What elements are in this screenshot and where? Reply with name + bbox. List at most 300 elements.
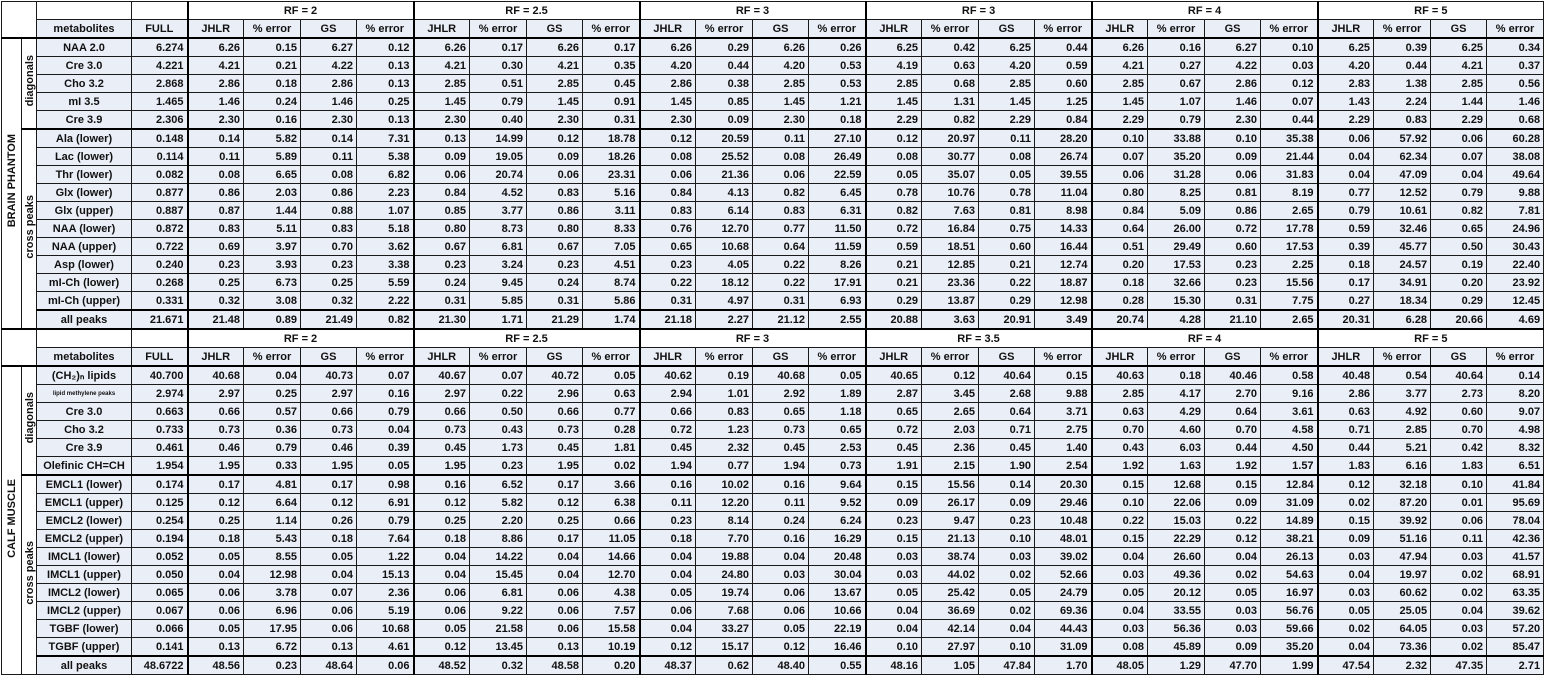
estimate-cell: 0.31	[753, 292, 809, 311]
percent-error-cell: 15.17	[696, 638, 753, 657]
percent-error-header: % error	[583, 348, 640, 367]
percent-error-header: % error	[244, 20, 301, 39]
estimate-cell: 0.64	[979, 403, 1035, 421]
metabolite-name: IMCL1 (lower)	[37, 548, 132, 566]
full-value: 0.114	[132, 148, 188, 166]
percent-error-cell: 23.31	[583, 166, 640, 184]
percent-error-cell: 22.06	[1148, 494, 1205, 512]
estimate-cell: 2.96	[527, 385, 583, 403]
percent-error-cell: 45.77	[1374, 238, 1431, 256]
estimate-cell: 0.84	[640, 184, 696, 202]
percent-error-cell: 0.21	[244, 57, 301, 75]
jhlr-header: JHLR	[1318, 348, 1374, 367]
estimate-cell: 0.70	[301, 238, 357, 256]
percent-error-cell: 24.96	[1487, 220, 1544, 238]
jhlr-header: JHLR	[866, 348, 922, 367]
percent-error-cell: 2.03	[244, 184, 301, 202]
percent-error-cell: 21.13	[922, 530, 979, 548]
percent-error-cell: 38.21	[1261, 530, 1318, 548]
percent-error-cell: 0.25	[244, 385, 301, 403]
full-value: 6.274	[132, 38, 188, 57]
percent-error-cell: 0.66	[583, 512, 640, 530]
estimate-cell: 0.05	[979, 584, 1035, 602]
percent-error-cell: 0.14	[1487, 366, 1544, 385]
percent-error-cell: 25.05	[1374, 602, 1431, 620]
table-row	[2, 584, 1544, 602]
percent-error-cell: 4.61	[357, 638, 414, 657]
table-row	[2, 148, 1544, 166]
percent-error-cell: 0.34	[1487, 38, 1544, 57]
estimate-cell: 0.06	[414, 602, 470, 620]
estimate-cell: 0.05	[979, 166, 1035, 184]
metabolite-name: Cho 3.2	[37, 75, 132, 93]
estimate-cell: 6.25	[979, 38, 1035, 57]
estimate-cell: 2.70	[1205, 385, 1261, 403]
percent-error-cell: 6.65	[244, 166, 301, 184]
percent-error-cell: 9.52	[809, 494, 866, 512]
estimate-cell: 4.20	[1318, 57, 1374, 75]
estimate-cell: 2.30	[188, 111, 244, 130]
estimate-cell: 48.37	[640, 656, 696, 675]
estimate-cell: 0.17	[301, 475, 357, 494]
metabolite-name: Cre 3.9	[37, 439, 132, 457]
percent-error-cell: 2.32	[1374, 656, 1431, 675]
percent-error-cell: 0.17	[470, 38, 527, 57]
estimate-cell: 0.70	[1092, 421, 1148, 439]
estimate-cell: 21.18	[640, 310, 696, 329]
gs-header: GS	[979, 348, 1035, 367]
full-value: 0.877	[132, 184, 188, 202]
full-value: 0.067	[132, 602, 188, 620]
estimate-cell: 0.06	[1205, 166, 1261, 184]
estimate-cell: 2.85	[1092, 385, 1148, 403]
estimate-cell: 1.45	[414, 93, 470, 111]
estimate-cell: 0.17	[527, 530, 583, 548]
estimate-cell: 0.08	[1092, 638, 1148, 657]
percent-error-cell: 0.23	[244, 656, 301, 675]
estimate-cell: 0.60	[1431, 403, 1487, 421]
percent-error-cell: 0.12	[1261, 75, 1318, 93]
percent-error-cell: 47.09	[1374, 166, 1431, 184]
percent-error-cell: 0.12	[357, 38, 414, 57]
percent-error-cell: 0.44	[1035, 38, 1092, 57]
estimate-cell: 0.73	[414, 421, 470, 439]
percent-error-cell: 18.78	[583, 129, 640, 148]
estimate-cell: 1.46	[188, 93, 244, 111]
percent-error-cell: 4.60	[1148, 421, 1205, 439]
percent-error-cell: 2.55	[809, 310, 866, 329]
percent-error-cell: 4.50	[1261, 439, 1318, 457]
percent-error-cell: 6.31	[809, 202, 866, 220]
percent-error-cell: 3.77	[470, 202, 527, 220]
estimate-cell: 0.13	[527, 638, 583, 657]
percent-error-cell: 14.99	[470, 129, 527, 148]
estimate-cell: 0.45	[527, 439, 583, 457]
jhlr-header: JHLR	[1092, 20, 1148, 39]
metabolite-name: IMCL1 (upper)	[37, 566, 132, 584]
rf-header: RF = 2	[188, 2, 414, 20]
estimate-cell: 0.70	[1205, 421, 1261, 439]
full-value: 0.240	[132, 256, 188, 274]
percent-error-cell: 0.77	[696, 457, 753, 476]
percent-error-cell: 4.38	[583, 584, 640, 602]
percent-error-cell: 2.65	[1261, 310, 1318, 329]
percent-error-cell: 25.42	[922, 584, 979, 602]
estimate-cell: 0.07	[1092, 148, 1148, 166]
estimate-cell: 0.24	[414, 274, 470, 292]
estimate-cell: 0.87	[188, 202, 244, 220]
jhlr-header: JHLR	[1092, 348, 1148, 367]
percent-error-cell: 5.11	[244, 220, 301, 238]
estimate-cell: 0.02	[1318, 620, 1374, 638]
percent-error-cell: 10.76	[922, 184, 979, 202]
full-value: 1.465	[132, 93, 188, 111]
estimate-cell: 0.46	[188, 439, 244, 457]
percent-error-cell: 59.66	[1261, 620, 1318, 638]
percent-error-cell: 10.68	[357, 620, 414, 638]
estimate-cell: 0.10	[1092, 494, 1148, 512]
estimate-cell: 0.17	[188, 475, 244, 494]
estimate-cell: 0.72	[866, 220, 922, 238]
estimate-cell: 0.04	[640, 620, 696, 638]
estimate-cell: 2.30	[753, 111, 809, 130]
estimate-cell: 0.63	[1318, 403, 1374, 421]
jhlr-header: JHLR	[640, 20, 696, 39]
percent-error-cell: 3.97	[244, 238, 301, 256]
metabolite-name: NAA 2.0	[37, 38, 132, 57]
estimate-cell: 0.03	[1205, 620, 1261, 638]
percent-error-cell: 6.45	[809, 184, 866, 202]
percent-error-cell: 0.63	[583, 385, 640, 403]
percent-error-cell: 19.88	[696, 548, 753, 566]
estimate-cell: 40.68	[753, 366, 809, 385]
estimate-cell: 2.86	[188, 75, 244, 93]
estimate-cell: 20.31	[1318, 310, 1374, 329]
estimate-cell: 0.04	[1318, 566, 1374, 584]
percent-error-cell: 8.86	[470, 530, 527, 548]
percent-error-cell: 56.76	[1261, 602, 1318, 620]
estimate-cell: 0.23	[866, 512, 922, 530]
percent-error-cell: 36.69	[922, 602, 979, 620]
percent-error-header: % error	[470, 20, 527, 39]
percent-error-header: % error	[470, 348, 527, 367]
percent-error-cell: 1.23	[696, 421, 753, 439]
percent-error-cell: 12.70	[696, 220, 753, 238]
percent-error-cell: 15.03	[1148, 512, 1205, 530]
estimate-cell: 0.29	[1431, 292, 1487, 311]
estimate-cell: 0.05	[640, 584, 696, 602]
estimate-cell: 0.17	[1318, 274, 1374, 292]
estimate-cell: 0.02	[1318, 494, 1374, 512]
estimate-cell: 0.66	[640, 403, 696, 421]
percent-error-cell: 44.02	[922, 566, 979, 584]
estimate-cell: 0.31	[1205, 292, 1261, 311]
estimate-cell: 0.03	[979, 548, 1035, 566]
group-label	[22, 366, 37, 475]
estimate-cell: 0.44	[1205, 439, 1261, 457]
estimate-cell: 0.04	[1431, 602, 1487, 620]
percent-error-cell: 34.91	[1374, 274, 1431, 292]
estimate-cell: 0.22	[753, 274, 809, 292]
estimate-cell: 0.04	[640, 566, 696, 584]
percent-error-cell: 2.22	[357, 292, 414, 311]
percent-error-cell: 5.85	[470, 292, 527, 311]
percent-error-cell: 0.25	[357, 93, 414, 111]
full-value: 0.887	[132, 202, 188, 220]
estimate-cell: 0.06	[1431, 129, 1487, 148]
percent-error-cell: 0.09	[696, 111, 753, 130]
estimate-cell: 1.92	[1092, 457, 1148, 476]
percent-error-cell: 17.53	[1148, 256, 1205, 274]
percent-error-cell: 3.63	[922, 310, 979, 329]
estimate-cell: 40.73	[301, 366, 357, 385]
percent-error-cell: 10.02	[696, 475, 753, 494]
percent-error-cell: 15.56	[922, 475, 979, 494]
estimate-cell: 0.10	[1205, 129, 1261, 148]
estimate-cell: 0.25	[527, 512, 583, 530]
jhlr-header: JHLR	[188, 348, 244, 367]
estimate-cell: 6.26	[527, 38, 583, 57]
percent-error-cell: 15.56	[1261, 274, 1318, 292]
estimate-cell: 6.25	[1318, 38, 1374, 57]
metabolites-header: metabolites	[37, 348, 132, 367]
percent-error-cell: 2.65	[1261, 202, 1318, 220]
estimate-cell: 0.09	[1205, 494, 1261, 512]
estimate-cell: 2.30	[301, 111, 357, 130]
estimate-cell: 1.94	[640, 457, 696, 476]
rf-header: RF = 3	[640, 2, 866, 20]
table-row	[2, 512, 1544, 530]
estimate-cell: 0.03	[1318, 584, 1374, 602]
percent-error-cell: 1.21	[809, 93, 866, 111]
estimate-cell: 21.48	[188, 310, 244, 329]
percent-error-cell: 3.08	[244, 292, 301, 311]
estimate-cell: 0.04	[640, 548, 696, 566]
table-row	[2, 93, 1544, 111]
percent-error-cell: 44.43	[1035, 620, 1092, 638]
percent-error-cell: 5.16	[583, 184, 640, 202]
estimate-cell: 0.12	[527, 494, 583, 512]
estimate-cell: 0.06	[753, 584, 809, 602]
estimate-cell: 0.81	[979, 202, 1035, 220]
percent-error-cell: 0.32	[470, 656, 527, 675]
estimate-cell: 40.63	[1092, 366, 1148, 385]
estimate-cell: 0.73	[527, 421, 583, 439]
percent-error-cell: 69.36	[1035, 602, 1092, 620]
percent-error-cell: 0.03	[1261, 57, 1318, 75]
percent-error-cell: 6.82	[357, 166, 414, 184]
percent-error-cell: 0.68	[922, 75, 979, 93]
group-label-text: cross peaks	[24, 194, 36, 259]
estimate-cell: 0.83	[301, 220, 357, 238]
estimate-cell: 0.09	[866, 494, 922, 512]
percent-error-cell: 20.12	[1148, 584, 1205, 602]
percent-error-cell: 18.26	[583, 148, 640, 166]
estimate-cell: 21.29	[527, 310, 583, 329]
estimate-cell: 0.04	[866, 620, 922, 638]
table-row	[2, 475, 1544, 494]
percent-error-cell: 0.85	[696, 93, 753, 111]
percent-error-cell: 0.18	[809, 111, 866, 130]
estimate-cell: 0.86	[527, 202, 583, 220]
percent-error-cell: 60.28	[1487, 129, 1544, 148]
estimate-cell: 2.94	[640, 385, 696, 403]
percent-error-cell: 35.20	[1261, 638, 1318, 657]
metabolite-name: NAA (lower)	[37, 220, 132, 238]
gs-header: GS	[1205, 20, 1261, 39]
percent-error-cell: 48.01	[1035, 530, 1092, 548]
table-row	[2, 457, 1544, 476]
estimate-cell: 0.04	[301, 566, 357, 584]
estimate-cell: 0.06	[414, 166, 470, 184]
percent-error-cell: 0.98	[357, 475, 414, 494]
percent-error-cell: 0.35	[583, 57, 640, 75]
estimate-cell: 2.30	[1205, 111, 1261, 130]
full-value: 0.461	[132, 439, 188, 457]
estimate-cell: 0.03	[866, 566, 922, 584]
estimate-cell: 0.85	[414, 202, 470, 220]
estimate-cell: 0.18	[188, 530, 244, 548]
rf-header: RF = 3	[866, 2, 1092, 20]
percent-error-cell: 28.20	[1035, 129, 1092, 148]
estimate-cell: 2.29	[1318, 111, 1374, 130]
estimate-cell: 0.05	[866, 584, 922, 602]
estimate-cell: 0.23	[640, 256, 696, 274]
table-row	[2, 366, 1544, 385]
full-value: 0.141	[132, 638, 188, 657]
percent-error-cell: 0.89	[244, 310, 301, 329]
percent-error-cell: 5.38	[357, 148, 414, 166]
percent-error-cell: 0.07	[1261, 93, 1318, 111]
table-row	[2, 602, 1544, 620]
percent-error-cell: 8.73	[470, 220, 527, 238]
estimate-cell: 0.19	[1431, 256, 1487, 274]
percent-error-cell: 0.53	[809, 75, 866, 93]
percent-error-cell: 1.63	[1148, 457, 1205, 476]
percent-error-cell: 6.16	[1374, 457, 1431, 476]
estimate-cell: 0.02	[979, 566, 1035, 584]
estimate-cell: 0.21	[866, 256, 922, 274]
estimate-cell: 0.45	[640, 439, 696, 457]
estimate-cell: 0.06	[301, 602, 357, 620]
estimate-cell: 0.64	[1205, 403, 1261, 421]
percent-error-cell: 1.73	[470, 439, 527, 457]
estimate-cell: 0.03	[1318, 548, 1374, 566]
estimate-cell: 0.24	[753, 512, 809, 530]
percent-error-cell: 23.36	[922, 274, 979, 292]
estimate-cell: 0.64	[1092, 220, 1148, 238]
estimate-cell: 0.11	[753, 129, 809, 148]
estimate-cell: 0.75	[979, 220, 1035, 238]
percent-error-cell: 6.24	[809, 512, 866, 530]
estimate-cell: 0.02	[979, 602, 1035, 620]
percent-error-cell: 35.20	[1148, 148, 1205, 166]
percent-error-cell: 0.54	[1374, 366, 1431, 385]
estimate-cell: 48.16	[866, 656, 922, 675]
percent-error-cell: 1.89	[809, 385, 866, 403]
percent-error-cell: 6.64	[244, 494, 301, 512]
estimate-cell: 0.13	[414, 129, 470, 148]
metabolite-name: Glx (lower)	[37, 184, 132, 202]
percent-error-cell: 0.56	[1487, 75, 1544, 93]
estimate-cell: 20.91	[979, 310, 1035, 329]
percent-error-cell: 0.13	[357, 75, 414, 93]
estimate-cell: 48.52	[414, 656, 470, 675]
estimate-cell: 0.15	[1205, 475, 1261, 494]
percent-error-cell: 33.88	[1148, 129, 1205, 148]
percent-error-cell: 12.45	[1487, 292, 1544, 311]
estimate-cell: 0.03	[1431, 620, 1487, 638]
percent-error-cell: 16.97	[1261, 584, 1318, 602]
percent-error-header: % error	[1035, 348, 1092, 367]
percent-error-cell: 0.07	[357, 366, 414, 385]
percent-error-cell: 0.04	[244, 366, 301, 385]
percent-error-cell: 21.36	[696, 166, 753, 184]
percent-error-cell: 20.59	[696, 129, 753, 148]
percent-error-cell: 8.74	[583, 274, 640, 292]
metabolite-name: Cre 3.0	[37, 57, 132, 75]
estimate-cell: 0.08	[866, 148, 922, 166]
metabolite-name: Cho 3.2	[37, 421, 132, 439]
estimate-cell: 2.73	[1431, 385, 1487, 403]
total-row	[2, 656, 1544, 675]
full-value: 0.663	[132, 403, 188, 421]
percent-error-cell: 18.12	[696, 274, 753, 292]
table-row	[2, 111, 1544, 130]
estimate-cell: 0.28	[1092, 292, 1148, 311]
percent-error-cell: 7.05	[583, 238, 640, 256]
percent-error-cell: 2.24	[1374, 93, 1431, 111]
percent-error-cell: 6.03	[1148, 439, 1205, 457]
estimate-cell: 0.12	[414, 638, 470, 657]
full-value: 0.174	[132, 475, 188, 494]
estimate-cell: 47.84	[979, 656, 1035, 675]
percent-error-cell: 32.18	[1374, 475, 1431, 494]
percent-error-cell: 49.36	[1148, 566, 1205, 584]
percent-error-cell: 0.29	[696, 38, 753, 57]
estimate-cell: 0.05	[1318, 602, 1374, 620]
full-value: 0.722	[132, 238, 188, 256]
estimate-cell: 0.04	[979, 620, 1035, 638]
percent-error-cell: 31.09	[1261, 494, 1318, 512]
estimate-cell: 0.22	[753, 256, 809, 274]
total-label: all peaks	[37, 656, 132, 675]
percent-error-cell: 38.74	[922, 548, 979, 566]
estimate-cell: 0.71	[979, 421, 1035, 439]
percent-error-cell: 1.57	[1261, 457, 1318, 476]
table-row	[2, 439, 1544, 457]
estimate-cell: 0.09	[414, 148, 470, 166]
estimate-cell: 0.79	[1431, 184, 1487, 202]
estimate-cell: 2.29	[1431, 111, 1487, 130]
percent-error-cell: 4.98	[1487, 421, 1544, 439]
percent-error-cell: 14.22	[470, 548, 527, 566]
percent-error-header: % error	[696, 348, 753, 367]
percent-error-cell: 15.13	[357, 566, 414, 584]
estimate-cell: 0.05	[414, 620, 470, 638]
percent-error-cell: 42.14	[922, 620, 979, 638]
metabolite-name: Cre 3.0	[37, 403, 132, 421]
percent-error-cell: 0.06	[357, 656, 414, 675]
percent-error-cell: 6.28	[1374, 310, 1431, 329]
percent-error-cell: 12.98	[244, 566, 301, 584]
percent-error-cell: 5.59	[357, 274, 414, 292]
estimate-cell: 0.23	[979, 512, 1035, 530]
percent-error-cell: 9.16	[1261, 385, 1318, 403]
percent-error-cell: 12.85	[922, 256, 979, 274]
percent-error-cell: 32.66	[1148, 274, 1205, 292]
percent-error-cell: 0.68	[1487, 111, 1544, 130]
